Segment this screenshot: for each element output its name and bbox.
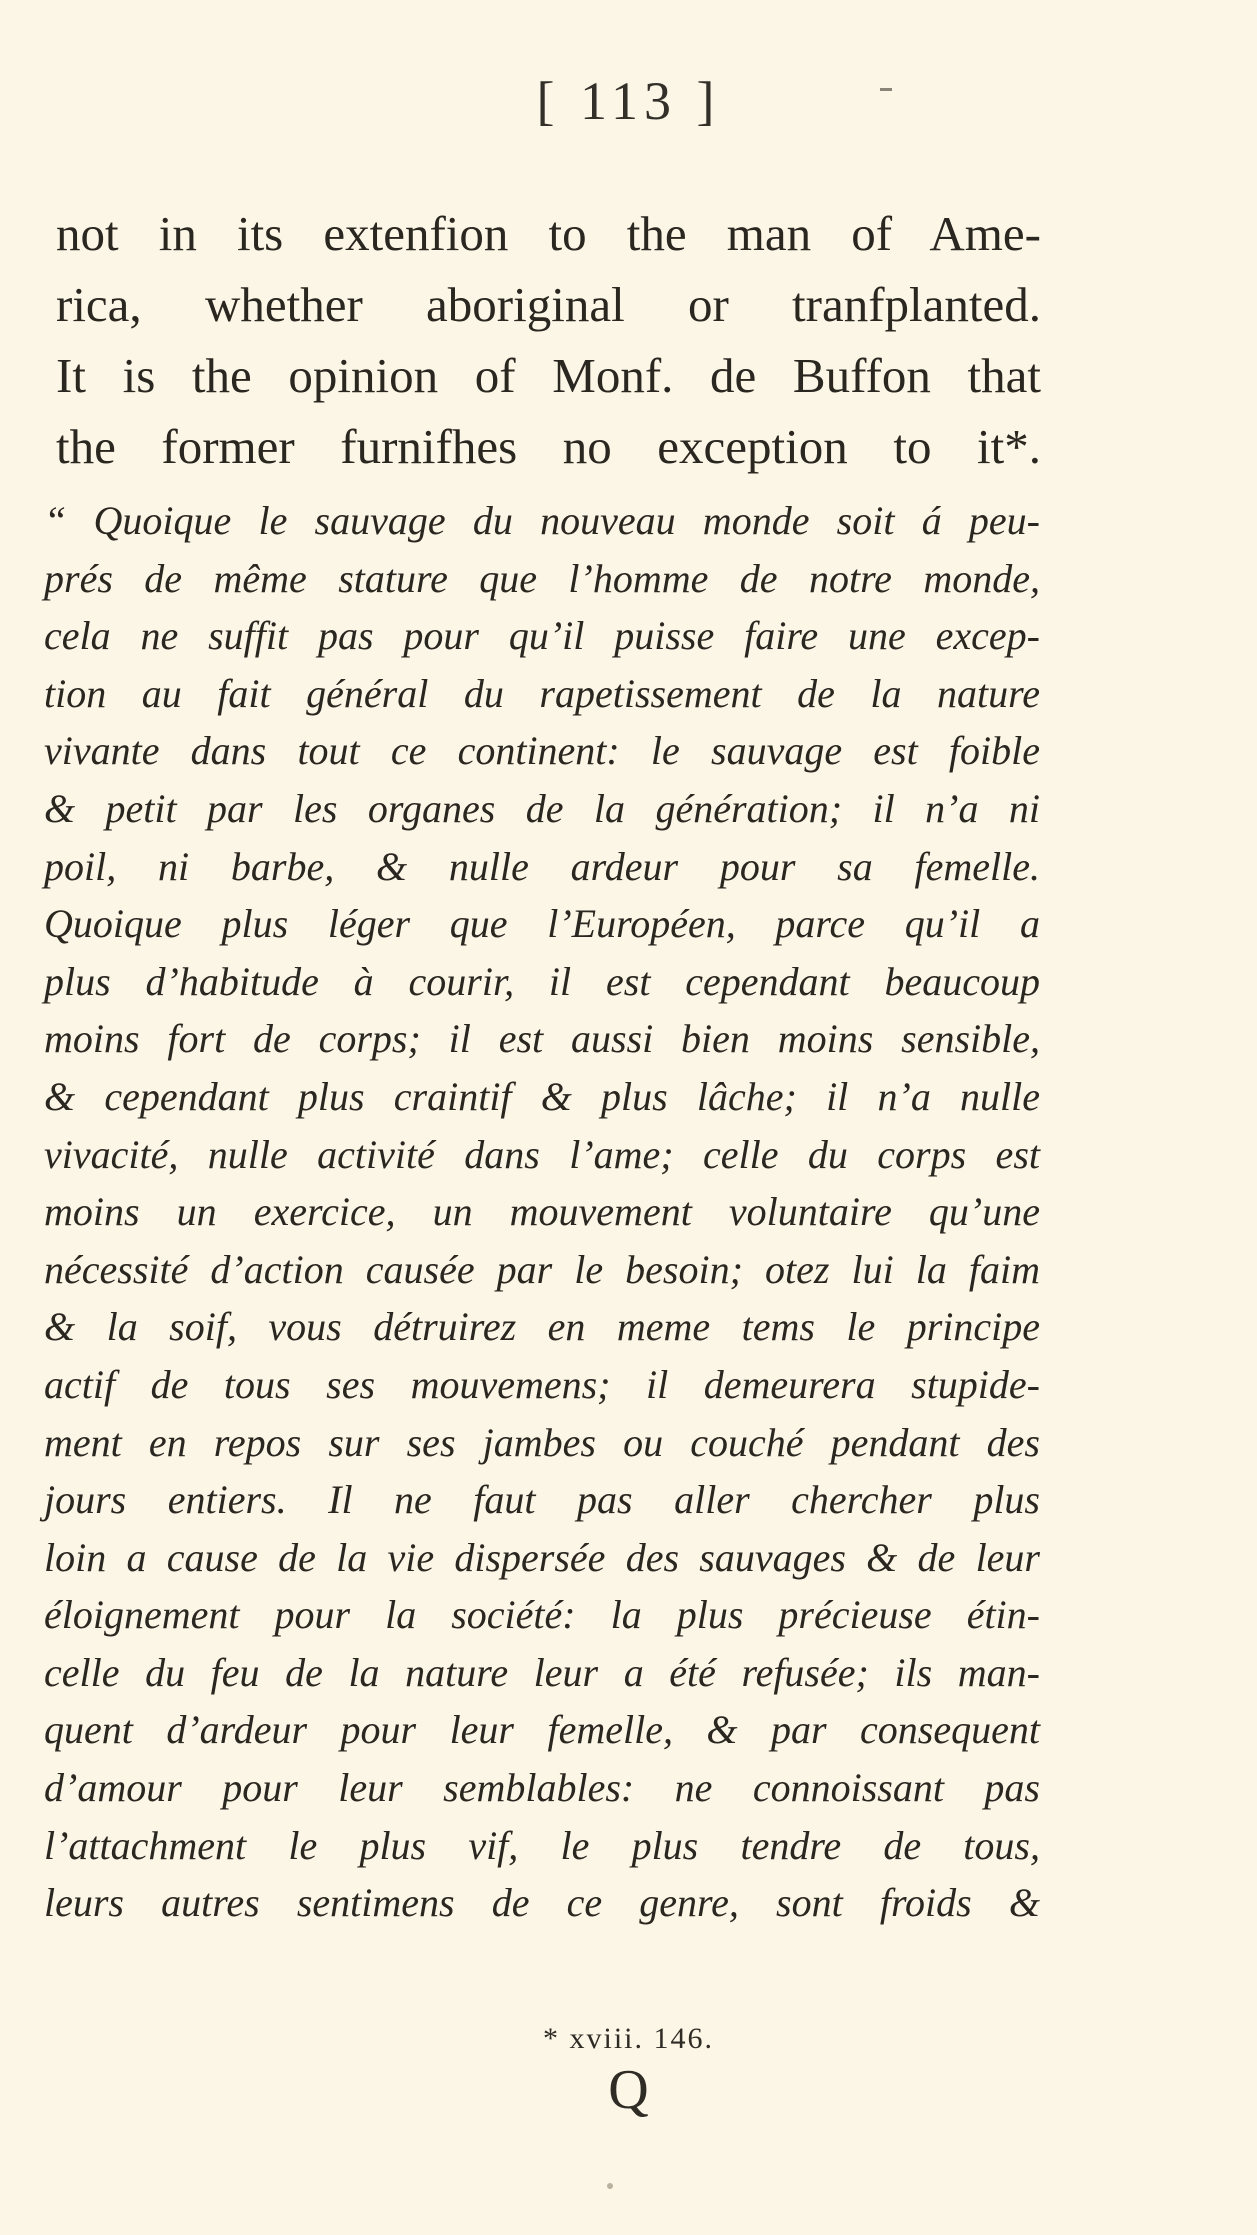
signature-mark: Q — [608, 2059, 649, 2121]
quote-line: l’attachment le plus vif, le plus tendre de tous, — [44, 1822, 1040, 1868]
quote-line: d’amour pour leur semblables: ne connoissant pas — [44, 1765, 1040, 1811]
quote-line: & petit par les organes de la génération; il n’a ni — [44, 785, 1040, 831]
quote-line: vivacité, nulle activité dans l’ame; celle du corps est — [44, 1131, 1040, 1177]
quote-line: moins un exercice, un mouvement voluntaire qu’une — [44, 1189, 1040, 1235]
quote-line: & cependant plus craintif & plus lâche; il n’a nulle — [44, 1073, 1040, 1119]
text-line: not in its extenfion to the man of Ame- — [56, 206, 1041, 261]
folio-mark — [880, 88, 892, 91]
quote-line: jours entiers. Il ne faut pas aller chercher plus — [44, 1477, 1040, 1523]
quote-line: moins fort de corps; il est aussi bien moins sensible, — [44, 1016, 1040, 1062]
quote-line: nécessité d’action causée par le besoin; otez lui la faim — [44, 1246, 1040, 1292]
quote-line: poil, ni barbe, & nulle ardeur pour sa femelle. — [44, 843, 1040, 889]
quote-line: cela ne suffit pas pour qu’il puisse faire une excep- — [44, 613, 1040, 659]
footnote: * xviii. 146. — [542, 2022, 714, 2055]
quote-line: tion au fait général du rapetissement de la nature — [44, 670, 1040, 716]
quote-line: éloignement pour la société: la plus précieuse étin- — [44, 1592, 1040, 1638]
quote-line: “ Quoique le sauvage du nouveau monde soit á peu- — [44, 498, 1040, 543]
quote-line: prés de même stature que l’homme de notre monde, — [44, 555, 1040, 601]
body-text-italic-quotation — [44, 492, 1040, 1932]
quote-line: celle du feu de la nature leur a été refusée; ils man- — [44, 1649, 1040, 1695]
text-line: rica, whether aboriginal or tranfplanted. — [56, 277, 1041, 332]
text-line: It is the opinion of Monf. de Buffon that — [56, 348, 1041, 403]
page-number: [ 113 ] — [536, 71, 721, 131]
quote-line: actif de tous ses mouvemens; il demeurera stupide- — [44, 1361, 1040, 1407]
quote-line: & la soif, vous détruirez en meme tems le principe — [44, 1304, 1040, 1350]
body-text-roman — [56, 198, 1041, 482]
quote-line: quent d’ardeur pour leur femelle, & par consequent — [44, 1707, 1040, 1753]
quote-line: ment en repos sur ses jambes ou couché pendant des — [44, 1419, 1040, 1465]
paper-speck — [607, 2183, 613, 2189]
text-line: the former furnifhes no exception to it*. — [56, 419, 1041, 474]
quote-line: plus d’habitude à courir, il est cependant beaucoup — [44, 958, 1040, 1004]
quote-line: loin a cause de la vie dispersée des sauvages & de leur — [44, 1534, 1040, 1580]
quote-line: vivante dans tout ce continent: le sauvage est foible — [44, 728, 1040, 774]
quote-line: Quoique plus léger que l’Européen, parce qu’il a — [44, 901, 1040, 947]
quote-line: leurs autres sentimens de ce genre, sont froids & — [44, 1880, 1040, 1926]
